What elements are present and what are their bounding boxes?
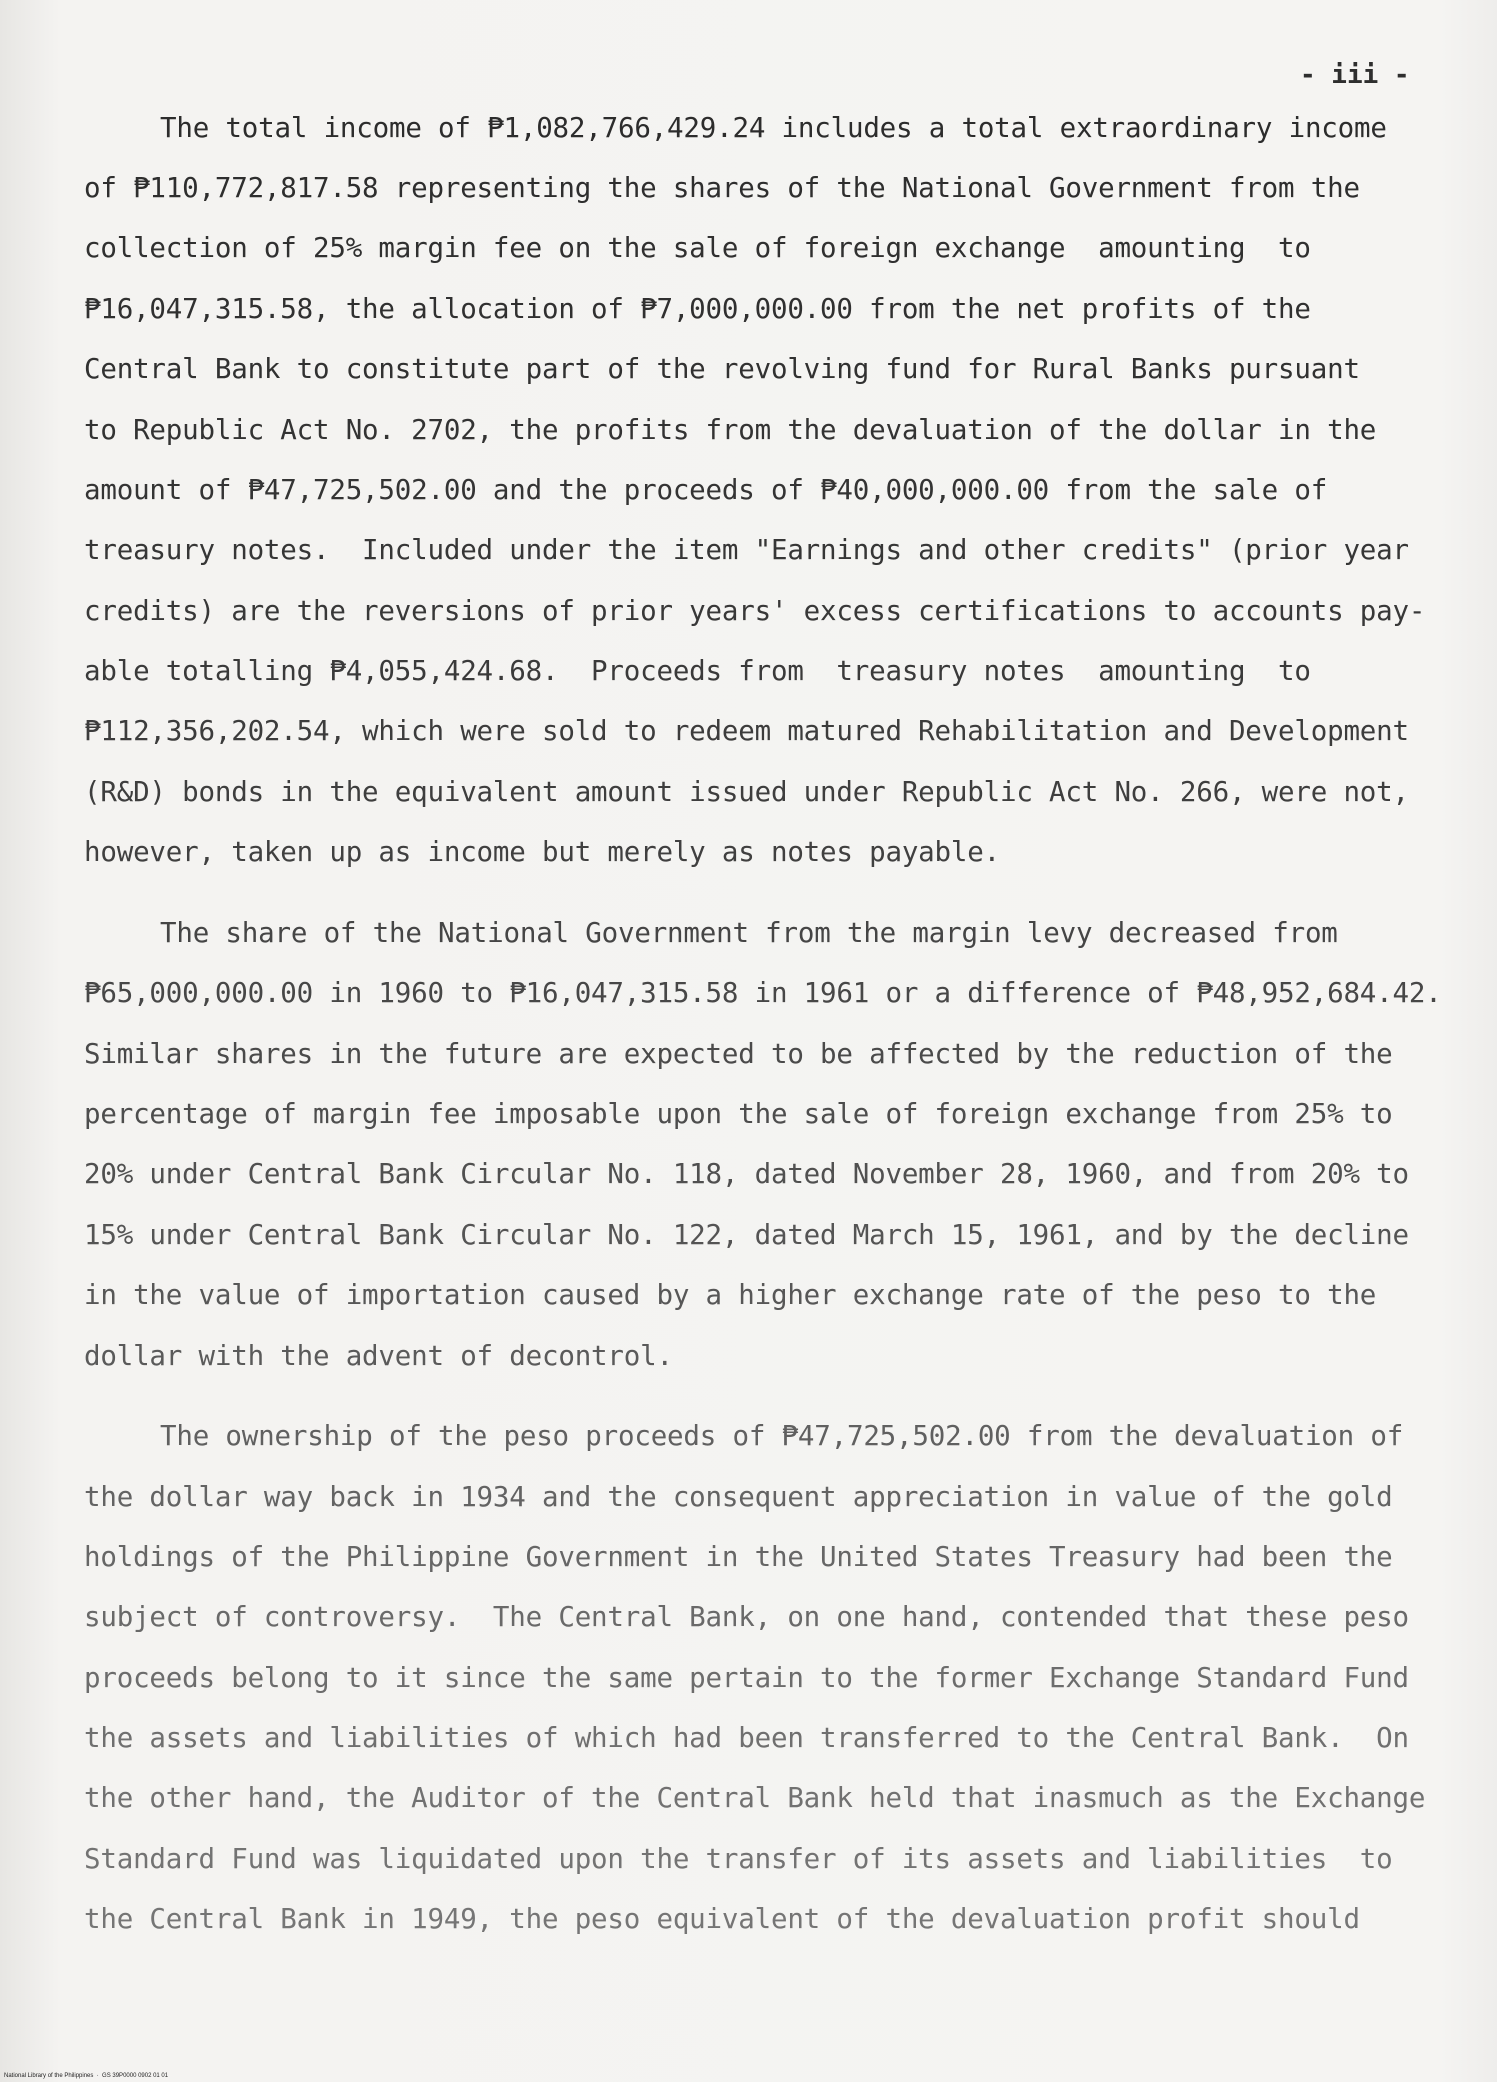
page-number: - iii - (1300, 60, 1410, 90)
text-line: ₱65,000,000.00 in 1960 to ₱16,047,315.58 in 1961 or a difference of ₱48,952,684.42. (84, 977, 1442, 1009)
text-line: ₱16,047,315.58, the allocation of ₱7,000,000.00 from the net profits of the (84, 293, 1311, 325)
text-line: credits) are the reversions of prior years' excess certifications to accounts pay- (84, 595, 1426, 627)
text-line: the other hand, the Auditor of the Central Bank held that inasmuch as the Exchange (84, 1782, 1426, 1814)
text-line: Central Bank to constitute part of the revolving fund for Rural Banks pursuant (84, 353, 1360, 385)
text-line: the dollar way back in 1934 and the consequent appreciation in value of the gold (84, 1481, 1393, 1513)
text-line: to Republic Act No. 2702, the profits from the devaluation of the dollar in the (84, 414, 1377, 446)
text-line: holdings of the Philippine Government in the United States Treasury had been the (84, 1541, 1393, 1573)
text-line: 15% under Central Bank Circular No. 122, dated March 15, 1961, and by the decline (84, 1219, 1409, 1251)
text-line: amount of ₱47,725,502.00 and the proceeds of ₱40,000,000.00 from the sale of (84, 474, 1328, 506)
text-line: collection of 25% margin fee on the sale of foreign exchange amounting to (84, 232, 1311, 264)
text-line: Similar shares in the future are expected to be affected by the reduction of the (84, 1038, 1393, 1070)
archive-footer: National Library of the Philippines · GS 39P0000 0902 01 01 (4, 2073, 169, 2079)
text-line: subject of controversy. The Central Bank, on one hand, contended that these peso (84, 1601, 1409, 1633)
text-line: in the value of importation caused by a higher exchange rate of the peso to the (84, 1279, 1377, 1311)
text-line: 20% under Central Bank Circular No. 118, dated November 28, 1960, and from 20% to (84, 1158, 1409, 1190)
text-line: the Central Bank in 1949, the peso equivalent of the devaluation profit should (84, 1903, 1360, 1935)
text-line: however, taken up as income but merely as notes payable. (84, 836, 1000, 868)
text-line: proceeds belong to it since the same pertain to the former Exchange Standard Fund (84, 1662, 1409, 1694)
text-line: of ₱110,772,817.58 representing the shares of the National Government from the (84, 172, 1360, 204)
text-line: (R&D) bonds in the equivalent amount issued under Republic Act No. 266, were not, (84, 776, 1409, 808)
text-line: dollar with the advent of decontrol. (84, 1340, 673, 1372)
text-line: the assets and liabilities of which had been transferred to the Central Bank. On (84, 1722, 1409, 1754)
text-line: percentage of margin fee imposable upon the sale of foreign exchange from 25% to (84, 1098, 1393, 1130)
text-line: The share of the National Government from the margin levy decreased from (160, 917, 1338, 949)
text-line: The ownership of the peso proceeds of ₱47,725,502.00 from the devaluation of (160, 1420, 1404, 1452)
text-line: Standard Fund was liquidated upon the transfer of its assets and liabilities to (84, 1843, 1393, 1875)
text-line: The total income of ₱1,082,766,429.24 includes a total extraordinary income (160, 112, 1387, 144)
text-line: able totalling ₱4,055,424.68. Proceeds from treasury notes amounting to (84, 655, 1311, 687)
text-line: ₱112,356,202.54, which were sold to redeem matured Rehabilitation and Development (84, 715, 1409, 747)
text-line: treasury notes. Included under the item "Earnings and other credits" (prior year (84, 534, 1409, 566)
